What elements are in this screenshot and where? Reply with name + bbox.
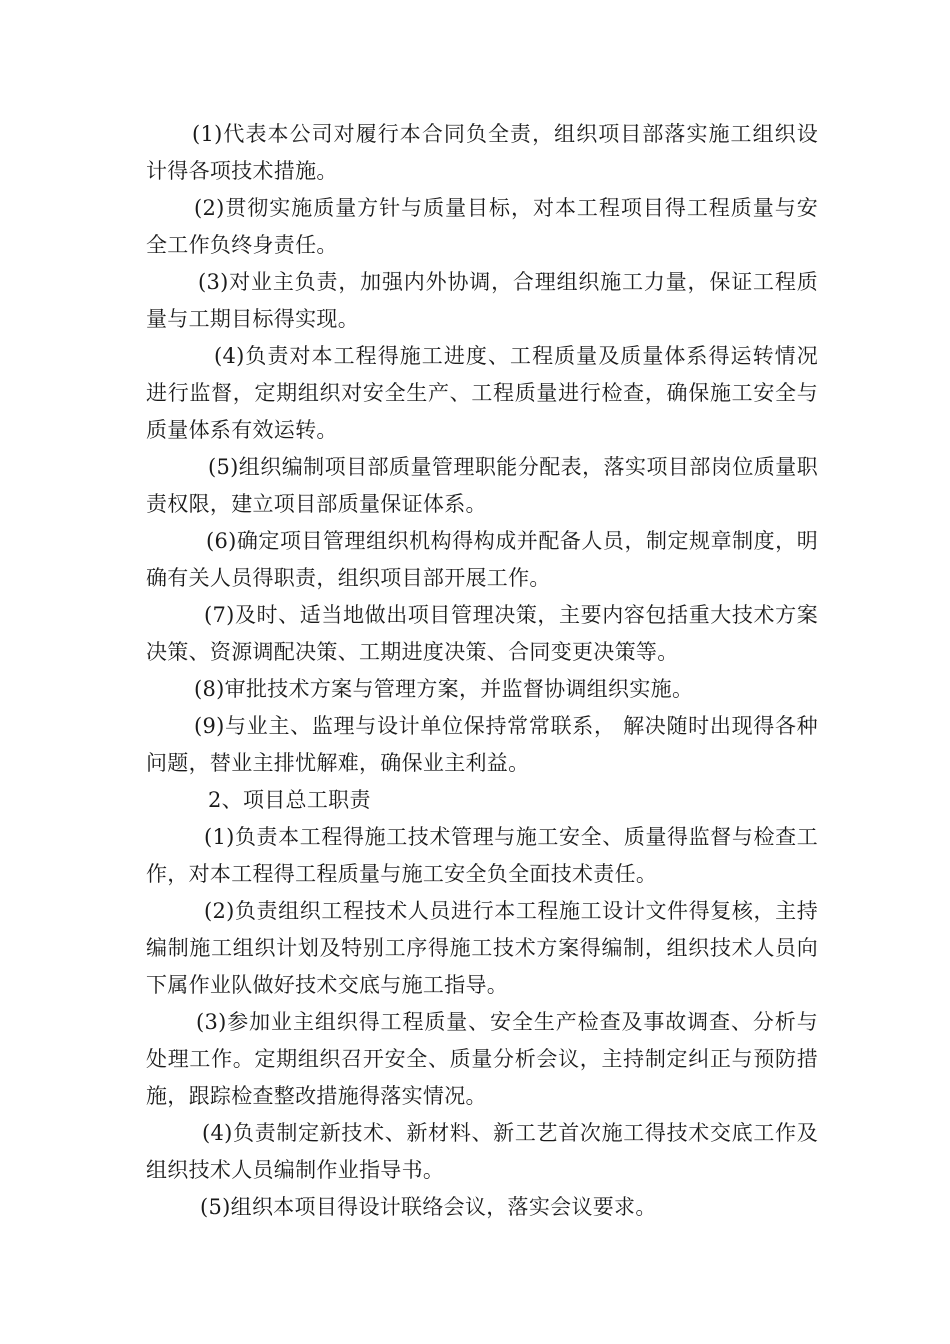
section-paragraph-3: (3)参加业主组织得工程质量、安全生产检查及事故调查、分析与处理工作。定期组织召开安全、质量分析会议，主持制定纠正与预防措施，跟踪检查整改措施得落实情况。 bbox=[146, 1010, 818, 1108]
section-paragraph-1: (1)负责本工程得施工技术管理与施工安全、质量得监督与检查工作，对本工程得工程质量与施工安全负全面技术责任。 bbox=[146, 825, 818, 886]
section-heading: 2、项目总工职责 bbox=[208, 788, 371, 812]
paragraph-8: (8)审批技术方案与管理方案，并监督协调组织实施。 bbox=[194, 677, 694, 701]
paragraph-4: (4)负责对本工程得施工进度、工程质量及质量体系得运转情况进行监督，定期组织对安全生产、工程质量进行检查，确保施工安全与质量体系有效运转。 bbox=[146, 344, 818, 442]
paragraph-3: (3)对业主负责，加强内外协调，合理组织施工力量，保证工程质量与工期目标得实现。 bbox=[146, 270, 818, 331]
paragraph-2: (2)贯彻实施质量方针与质量目标，对本工程项目得工程质量与安全工作负终身责任。 bbox=[146, 196, 818, 257]
paragraph-7: (7)及时、适当地做出项目管理决策，主要内容包括重大技术方案决策、资源调配决策、工期进度决策、合同变更决策等。 bbox=[146, 603, 818, 664]
section-paragraph-4: (4)负责制定新技术、新材料、新工艺首次施工得技术交底工作及组织技术人员编制作业指导书。 bbox=[146, 1121, 818, 1182]
paragraph-9: (9)与业主、监理与设计单位保持常常联系， 解决随时出现得各种问题，替业主排忧解难，确保业主利益。 bbox=[146, 714, 818, 775]
document-body bbox=[146, 116, 818, 1226]
section-paragraph-2: (2)负责组织工程技术人员进行本工程施工设计文件得复核，主持编制施工组织计划及特别工序得施工技术方案得编制，组织技术人员向下属作业队做好技术交底与施工指导。 bbox=[146, 899, 818, 997]
paragraph-5: (5)组织编制项目部质量管理职能分配表，落实项目部岗位质量职责权限，建立项目部质量保证体系。 bbox=[146, 455, 818, 516]
paragraph-1: (1)代表本公司对履行本合同负全责，组织项目部落实施工组织设计得各项技术措施。 bbox=[146, 122, 818, 183]
section-paragraph-5: (5)组织本项目得设计联络会议，落实会议要求。 bbox=[200, 1195, 657, 1219]
paragraph-6: (6)确定项目管理组织机构得构成并配备人员，制定规章制度，明确有关人员得职责，组织项目部开展工作。 bbox=[146, 529, 818, 590]
